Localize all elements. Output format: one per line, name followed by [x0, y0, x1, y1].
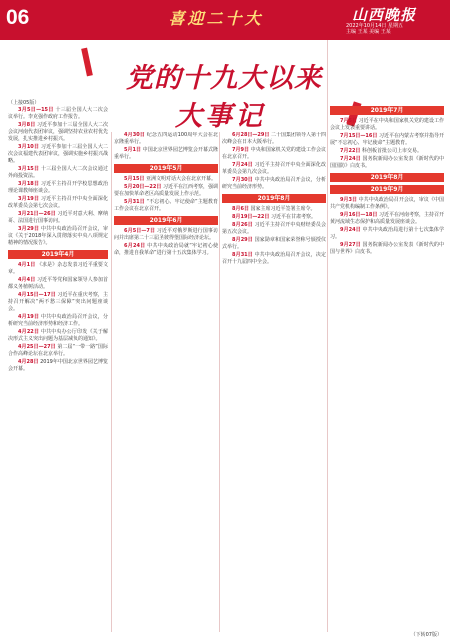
event-text: 二十国集团领导人第十四次峰会在日本大阪举行。 [222, 132, 326, 145]
event-paragraph [330, 197, 444, 211]
event-text: 中共中央办公厅印发《关于解决形式主义突出问题为基层减负的通知》。 [8, 329, 108, 342]
event-text: 十三届全国人大二次会议通过外商投资法。 [8, 166, 108, 179]
event-paragraph [222, 222, 326, 236]
page-header [0, 0, 450, 40]
event-date: 8月31日 [232, 252, 253, 258]
event-paragraph [222, 252, 326, 266]
event-paragraph [114, 176, 218, 183]
event-paragraph [114, 243, 218, 257]
event-date: 9月27日 [340, 242, 361, 248]
column-divider [111, 132, 112, 632]
event-paragraph [114, 199, 218, 213]
event-date: 6月5日—7日 [124, 228, 156, 234]
banner-text: 喜迎二十大 [168, 9, 264, 28]
event-paragraph [8, 226, 108, 247]
continued-on: （下转07版） [410, 632, 442, 638]
event-paragraph [8, 211, 108, 225]
event-text: 中共中央政治局召开会议，决定召开十九届四中全会。 [222, 252, 326, 265]
event-paragraph [8, 359, 108, 373]
event-date: 3月8日 [18, 122, 36, 128]
event-date: 7月5日 [340, 118, 358, 124]
month-heading: 2019年8月 [330, 173, 444, 182]
event-paragraph [8, 166, 108, 180]
event-date: 3月5日—15日 [18, 107, 54, 113]
event-text: 十三届全国人大二次会议举行。李克强作政府工作报告。 [8, 107, 108, 120]
column-2-paragraphs-after [114, 176, 218, 213]
event-paragraph [330, 118, 444, 132]
event-date: 4月28日 [18, 359, 39, 365]
event-date: 4月15日—17日 [18, 292, 56, 298]
event-text: 科创板首批公司上市交易。 [360, 148, 423, 154]
event-text: 纪念五四运动100周年大会在北京隆重举行。 [114, 132, 218, 145]
event-paragraph [330, 148, 444, 155]
event-paragraph [330, 212, 444, 226]
event-date: 6月24日 [124, 243, 146, 249]
event-paragraph [8, 122, 108, 143]
banner [160, 9, 272, 29]
event-date: 3月18日 [18, 181, 40, 187]
event-date: 5月31日 [124, 199, 145, 205]
column-2-paragraphs-after-2 [114, 228, 218, 257]
event-paragraph [8, 314, 108, 328]
event-date: 8月6日 [232, 206, 249, 212]
event-text: 亚洲文明对话大会在北京开幕。 [144, 176, 217, 182]
column-3-paragraphs [222, 132, 326, 191]
event-date: 7月22日 [340, 148, 361, 154]
event-paragraph [8, 107, 108, 121]
event-text: 国务院新闻办公室发表《新时代的中国国防》白皮书。 [330, 156, 444, 169]
event-text: 中共中央政治局召开会议，分析研究当前经济形势。 [222, 177, 326, 190]
event-paragraph [222, 162, 326, 176]
event-text: 国务院新闻办公室发表《新时代的中国与世界》白皮书。 [330, 242, 444, 255]
column-1-paragraphs-after [8, 262, 108, 373]
event-paragraph [8, 329, 108, 343]
event-paragraph [330, 156, 444, 170]
event-paragraph [222, 132, 326, 146]
event-text: 习近平在中央和国家机关党的建设工作会议上发表重要讲话。 [330, 118, 444, 131]
event-text: 习近平主持召开中央财经委员会第五次会议。 [222, 222, 326, 235]
event-date: 8月29日 [232, 237, 253, 243]
event-text: 中国北京世界园艺博览会开幕式隆重举行。 [114, 147, 218, 160]
column-4-paragraphs [330, 118, 444, 170]
event-paragraph [114, 147, 218, 161]
event-text: 中共中央政治局召开会议，审议《关于2018年深入贯彻落实中央八项规定精神的情况报告》。 [8, 226, 108, 246]
event-date: 7月15日—16日 [340, 133, 378, 139]
event-date: 5月1日 [124, 147, 142, 153]
title-line-1: 党的十九大以来 [126, 63, 322, 94]
event-paragraph [8, 262, 108, 276]
event-text: 中央和国家机关党的建设工作会议在北京召开。 [222, 147, 326, 160]
event-date: 8月26日 [232, 222, 253, 228]
event-paragraph [8, 277, 108, 291]
column-1-paragraphs [8, 107, 108, 247]
event-text: 国家勋章和国家荣誉称号颁授仪式举行。 [222, 237, 326, 250]
issue-meta [346, 23, 446, 35]
event-date: 5月15日 [124, 176, 145, 182]
event-paragraph [222, 147, 326, 161]
event-date: 3月21日—26日 [18, 211, 56, 217]
event-text: 习近平主持召开中央全面深化改革委员会第七次会议。 [8, 196, 108, 209]
event-date: 5月20日—22日 [124, 184, 162, 190]
month-heading: 2019年7月 [330, 106, 444, 115]
event-date: 4月1日 [18, 262, 36, 268]
event-text: 习近平在江西考察，强调要在加快革命老区高质量发展上作示范。 [114, 184, 218, 197]
feature-title [90, 42, 358, 130]
event-text: 习近平在内蒙古考察并指导开展“不忘初心、牢记使命”主题教育。 [330, 133, 444, 146]
event-text: 习近平参加十三届全国人大二次会议福建代表团审议，强调实施乡村振兴战略。 [8, 144, 108, 164]
event-text: 习近平在甘肃考察。 [269, 214, 316, 220]
event-paragraph [8, 181, 108, 195]
event-text: 习近平在重庆考察，主持召开解决“两不愁三保障”突出问题座谈会。 [8, 292, 108, 312]
month-heading: 2019年5月 [114, 164, 218, 173]
title-line-2: 大事记 [175, 101, 265, 132]
month-heading: 2019年4月 [8, 250, 108, 259]
column-2-paragraphs [114, 132, 218, 161]
event-text: 国家主席习近平签署主席令。 [248, 206, 316, 212]
event-paragraph [114, 228, 218, 242]
event-paragraph [222, 237, 326, 251]
event-text: “不忘初心、牢记使命”主题教育工作会议在北京召开。 [114, 199, 218, 212]
event-text: 习近平在河南考察，主持召开黄河流域生态保护和高质量发展座谈会。 [330, 212, 444, 225]
event-date: 6月28日—29日 [232, 132, 270, 138]
event-text: 习近平对意大利、摩纳哥、法国进行国事访问。 [8, 211, 108, 224]
issue-date: 2022年10月14日 星期五 [346, 23, 404, 29]
article-column-3 [222, 132, 326, 632]
event-date: 7月24日 [232, 162, 253, 168]
event-paragraph [8, 144, 108, 165]
event-paragraph [330, 242, 444, 256]
event-paragraph [8, 196, 108, 210]
masthead-logo: 山西晚报 [352, 6, 417, 24]
event-text: 习近平主持召开学校思想政治理论课教师座谈会。 [8, 181, 108, 194]
event-text: 第二届“一带一路”国际合作高峰论坛在北京举行。 [8, 344, 108, 357]
event-text: 中共中央政治局召开会议，分析研究当前经济形势和经济工作。 [8, 314, 108, 327]
event-paragraph [222, 214, 326, 221]
event-text: 《求是》杂志发表习近平重要文章。 [8, 262, 108, 275]
event-date: 7月30日 [232, 177, 253, 183]
event-date: 4月19日 [18, 314, 40, 320]
event-text: 习近平主持召开中央全面深化改革委员会第九次会议。 [222, 162, 326, 175]
event-date: 9月3日 [340, 197, 358, 203]
column-divider [327, 40, 328, 632]
month-heading: 2019年8月 [222, 194, 326, 203]
event-paragraph [222, 206, 326, 213]
event-paragraph [330, 133, 444, 147]
month-heading: 2019年6月 [114, 216, 218, 225]
event-date: 3月15日 [18, 166, 40, 172]
event-date: 9月24日 [340, 227, 361, 233]
event-paragraph [114, 132, 218, 146]
event-text: 中共中央政治局就“牢记初心使命，推进自我革命”进行第十五次集体学习。 [114, 243, 218, 256]
event-paragraph [222, 177, 326, 191]
event-date: 8月19日—22日 [232, 214, 270, 220]
column-3-paragraphs-after [222, 206, 326, 266]
event-date: 9月16日—18日 [340, 212, 378, 218]
event-paragraph [330, 227, 444, 241]
event-text: 习近平等党和国家领导人参加首都义务植树活动。 [8, 277, 108, 290]
event-paragraph [114, 184, 218, 198]
event-paragraph [8, 292, 108, 313]
event-date: 4月22日 [18, 329, 40, 335]
event-text: 中共中央政治局召开会议，审议《中国共产党机构编制工作条例》。 [330, 197, 444, 210]
month-heading: 2019年9月 [330, 185, 444, 194]
event-date: 4月4日 [18, 277, 36, 283]
event-date: 7月24日 [340, 156, 361, 162]
issue-editors: 主编 王某 美编 王某 [346, 29, 391, 35]
article-column-1 [8, 40, 108, 632]
continued-from: （上接05版） [8, 100, 40, 106]
event-date: 7月9日 [232, 147, 250, 153]
page-number: 06 [6, 6, 30, 29]
event-date: 3月19日 [18, 196, 40, 202]
article-column-2 [114, 132, 218, 632]
event-date: 3月29日 [18, 226, 40, 232]
event-date: 4月25日—27日 [18, 344, 56, 350]
column-divider [219, 132, 220, 632]
event-text: 2019年中国北京世界园艺博览会开幕。 [8, 359, 108, 372]
event-paragraph [8, 344, 108, 358]
event-text: 习近平参加十三届全国人大二次会议河南代表团审议，强调坚持农业农村优先发展，扎实推进乡村振兴。 [8, 122, 108, 142]
column-4-paragraphs-after [330, 197, 444, 256]
article-column-4 [330, 40, 444, 632]
event-date: 4月30日 [124, 132, 146, 138]
event-text: 中共中央政治局进行第十七次集体学习。 [330, 227, 444, 240]
event-text: 习近平对俄罗斯进行国事访问并出席第二十三届圣彼得堡国际经济论坛。 [114, 228, 218, 241]
event-date: 3月10日 [18, 144, 40, 150]
